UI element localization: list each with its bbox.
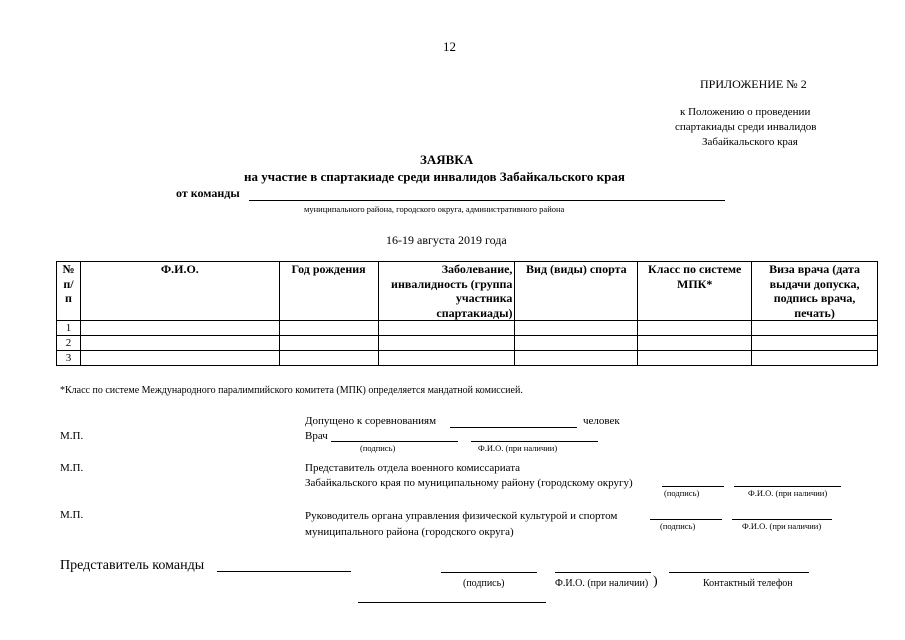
doc-subtitle: на участие в спартакиаде среди инвалидов Забайкальского края <box>244 169 625 184</box>
header-class: Класс по системе МПК* <box>638 262 752 321</box>
table-row <box>57 336 878 351</box>
team-rep-name-caption: Ф.И.О. (при наличии) <box>555 578 649 589</box>
table-cell <box>279 351 378 366</box>
team-rep-signature-line <box>441 572 537 573</box>
sport-name-line <box>732 519 832 520</box>
header-doctor-visa: Виза врача (дата выдачи допуска, подпись врача, печать) <box>752 262 878 321</box>
header-sport: Вид (виды) спорта <box>515 262 638 321</box>
team-rep-name-line <box>555 572 651 573</box>
header-number: № п/ п <box>57 262 81 321</box>
admitted-count-line <box>450 427 577 428</box>
team-label: от команды <box>176 186 240 200</box>
stamp-place-3: М.П. <box>60 509 84 521</box>
closing-paren: ) <box>653 574 658 589</box>
row-number: 1 <box>57 321 81 336</box>
doc-title: ЗАЯВКА <box>420 152 474 167</box>
military-line-2: Забайкальского края по муниципальному району (городскому округу) <box>305 477 633 489</box>
header-disability: Заболевание, инвалидность (группа участника спартакиады) <box>378 262 515 321</box>
table-cell <box>752 321 878 336</box>
table-cell <box>752 336 878 351</box>
row-number: 3 <box>57 351 81 366</box>
table-cell <box>752 351 878 366</box>
sport-signature-line <box>650 519 722 520</box>
sport-name-caption: Ф.И.О. (при наличии) <box>742 521 822 531</box>
doctor-signature-line <box>331 441 458 442</box>
team-rep-signature-caption: (подпись) <box>463 578 505 589</box>
team-caption: муниципального района, городского округа, административного района <box>304 204 565 214</box>
table-cell <box>279 321 378 336</box>
footnote: *Класс по системе Международного паралимпийского комитета (МПК) определяется мандатной комиссией. <box>60 385 523 396</box>
appendix-line-1: к Положению о проведении <box>680 106 811 118</box>
contact-phone-caption: Контактный телефон <box>703 578 793 589</box>
date-text: 16-19 августа 2019 года <box>386 233 507 247</box>
appendix-title: ПРИЛОЖЕНИЕ № 2 <box>700 77 807 91</box>
table-cell <box>80 321 279 336</box>
row-number: 2 <box>57 336 81 351</box>
military-name-line <box>734 486 841 487</box>
table-cell <box>515 321 638 336</box>
team-rep-label: Представитель команды <box>60 558 205 573</box>
table-cell <box>378 321 515 336</box>
table-cell <box>515 351 638 366</box>
sport-line-2: муниципального района (городского округа) <box>305 526 514 538</box>
table-cell <box>378 336 515 351</box>
sport-signature-caption: (подпись) <box>660 521 696 531</box>
doctor-name-line <box>471 441 598 442</box>
extra-signature-line <box>358 602 546 603</box>
military-line-1: Представитель отдела военного комиссариата <box>305 462 521 474</box>
military-name-caption: Ф.И.О. (при наличии) <box>748 488 828 498</box>
doctor-label: Врач <box>305 430 328 442</box>
table-cell <box>638 321 752 336</box>
doctor-signature-caption: (подпись) <box>360 443 396 453</box>
persons-label: человек <box>583 415 620 427</box>
header-fio: Ф.И.О. <box>80 262 279 321</box>
table-row <box>57 321 878 336</box>
table-row <box>57 351 878 366</box>
military-signature-line <box>662 486 724 487</box>
participants-table <box>56 261 878 366</box>
table-cell <box>279 336 378 351</box>
table-cell <box>80 336 279 351</box>
header-birth-year: Год рождения <box>279 262 378 321</box>
page-number: 12 <box>443 39 456 54</box>
table-cell <box>515 336 638 351</box>
stamp-place-2: М.П. <box>60 462 84 474</box>
appendix-line-3: Забайкальского края <box>702 136 798 148</box>
table-cell <box>638 336 752 351</box>
appendix-line-2: спартакиады среди инвалидов <box>675 121 817 133</box>
table-header-row <box>57 262 878 321</box>
doctor-name-caption: Ф.И.О. (при наличии) <box>478 443 558 453</box>
table-cell <box>638 351 752 366</box>
admitted-label: Допущено к соревнованиям <box>305 415 437 427</box>
team-rep-phone-line <box>669 572 809 573</box>
team-rep-line <box>217 571 351 572</box>
stamp-place-1: М.П. <box>60 430 84 442</box>
military-signature-caption: (подпись) <box>664 488 700 498</box>
team-line <box>249 200 725 201</box>
sport-line-1: Руководитель органа управления физической культурой и спортом <box>305 510 618 522</box>
table-cell <box>378 351 515 366</box>
table-cell <box>80 351 279 366</box>
